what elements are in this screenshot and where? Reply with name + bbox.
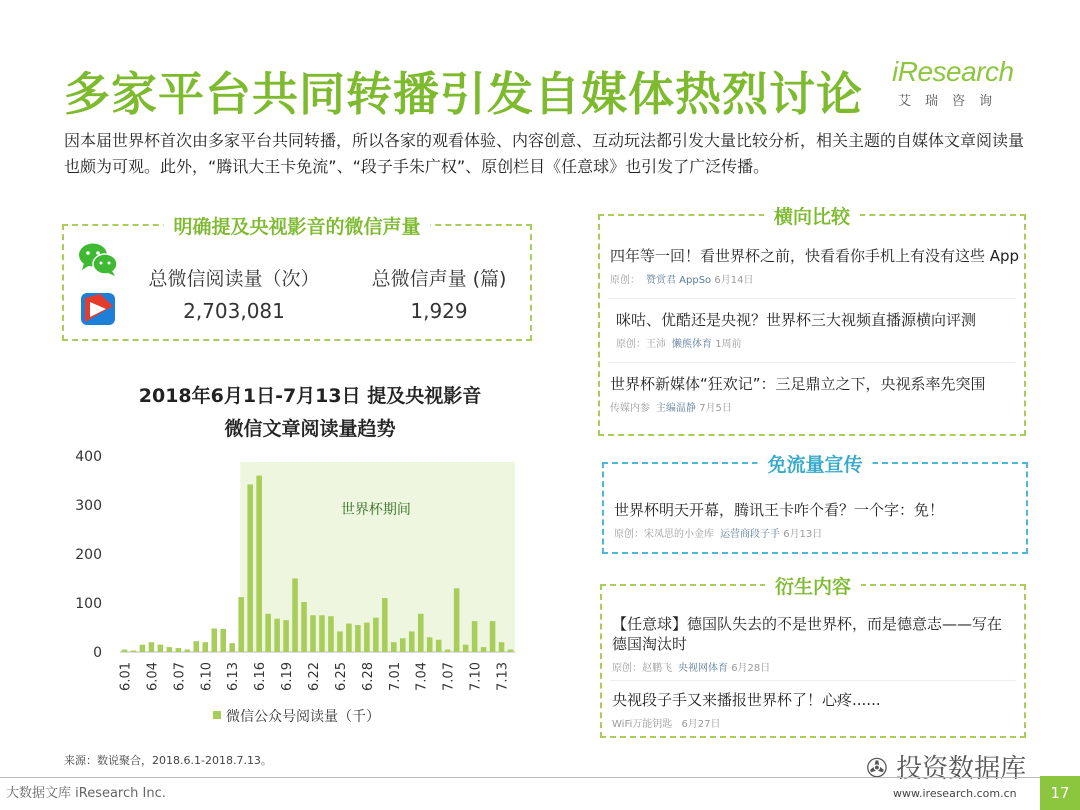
divider (608, 298, 1016, 299)
bar (292, 579, 298, 653)
chart-title (100, 380, 520, 446)
bar (472, 621, 478, 652)
bar (238, 597, 244, 652)
post-meta: 传媒内参 主编温静 7月5日 (610, 403, 732, 414)
total-posts-value: 1,929 (410, 299, 468, 323)
bar (508, 650, 514, 652)
bar (463, 645, 469, 652)
derived-post-1[interactable] (612, 614, 1014, 674)
wechat-watermark-icon: ✇ (866, 754, 888, 784)
freeflow-box (602, 454, 1028, 554)
total-reads-stat (144, 264, 324, 323)
bar (499, 642, 505, 652)
bar (265, 614, 271, 652)
x-tick-label: 6.04 (145, 662, 161, 691)
chart-title-line1: 2018年6月1日-7月13日 提及央视影音 (138, 385, 482, 407)
bar (436, 640, 442, 652)
legend-label: 微信公众号阅读量（千） (226, 709, 380, 725)
x-tick-label: 7.13 (495, 662, 511, 691)
post-title: 四年等一回！看世界杯之前，快看看你手机上有没有这些 App (610, 247, 1020, 265)
post-meta: 原创：赵鹏飞 央视网体育 6月28日 (612, 663, 771, 674)
post-meta: 原创：王沛 懒熊体育 1周前 (616, 339, 742, 350)
bar (229, 643, 235, 652)
cctv-video-app-icon (80, 292, 116, 326)
bar (409, 631, 415, 652)
x-tick-label: 6.10 (199, 662, 215, 691)
x-tick-label: 7.01 (387, 662, 403, 691)
total-reads-label: 总微信阅读量（次） (148, 268, 320, 290)
page-title: 多家平台共同转播引发自媒体热烈讨论 (64, 67, 863, 121)
post-title: 世界杯明天开幕，腾讯王卡咋个看？一个字：免！ (614, 501, 945, 519)
bar (194, 641, 200, 652)
post-title: 【任意球】德国队失去的不是世界杯，而是德意志——写在德国淘汰时 (612, 615, 1003, 653)
bar (427, 637, 433, 652)
freeflow-label: 免流量宣传 (757, 450, 872, 477)
footer-url[interactable]: www.iresearch.com.cn (893, 787, 1017, 800)
bar (167, 647, 173, 652)
x-tick-label: 6.13 (226, 662, 242, 691)
comparison-post-2[interactable] (616, 310, 1014, 350)
bar (346, 624, 352, 652)
footer-left: 大数据文库 iResearch Inc. (6, 786, 166, 801)
bar (140, 645, 146, 652)
watermark-text: 投资数据库 (896, 754, 1027, 784)
bar (418, 614, 424, 652)
chart-title-line2: 微信文章阅读量趋势 (224, 418, 396, 440)
x-tick-label: 6.07 (172, 662, 188, 691)
bar (364, 623, 370, 652)
derived-label: 衍生内容 (765, 572, 861, 599)
worldcup-period-label: 世界杯期间 (340, 502, 411, 518)
x-tick-label: 6.25 (333, 662, 349, 691)
x-tick-label: 6.22 (307, 662, 323, 691)
x-tick-label: 7.04 (414, 662, 430, 691)
y-tick-label: 200 (75, 547, 102, 563)
bar (445, 650, 451, 652)
bar (328, 616, 334, 652)
bar (400, 638, 406, 652)
x-tick-label: 7.07 (441, 662, 457, 691)
bar (158, 645, 164, 652)
total-reads-value: 2,703,081 (183, 299, 285, 323)
bar (283, 620, 289, 652)
bar (176, 648, 182, 652)
x-tick-label: 6.16 (253, 662, 269, 691)
wechat-volume-label: 明确提及央视影音的微信声量 (163, 212, 430, 239)
wechat-icon (78, 242, 118, 276)
reads-trend-chart (60, 440, 530, 740)
bar (382, 598, 388, 652)
x-tick-label: 6.28 (360, 662, 376, 691)
y-tick-label: 0 (93, 645, 102, 661)
bar (490, 621, 496, 652)
comparison-label: 横向比较 (764, 202, 860, 229)
y-tick-label: 300 (75, 498, 102, 514)
bar (203, 642, 209, 652)
bar (373, 618, 379, 652)
divider (608, 362, 1016, 363)
post-meta: WiFi万能钥匙 6月27日 (612, 719, 721, 730)
bar (454, 588, 460, 652)
wechat-volume-box (62, 216, 532, 341)
total-posts-stat (354, 264, 524, 323)
bar (310, 615, 316, 652)
post-title: 世界杯新媒体“狂欢记”：三足鼎立之下，央视系率先突围 (610, 375, 986, 393)
derived-box (600, 576, 1026, 738)
y-tick-label: 100 (75, 596, 102, 612)
legend-swatch (213, 711, 221, 719)
derived-post-2[interactable] (612, 690, 1014, 730)
comparison-post-1[interactable] (610, 246, 1020, 286)
total-posts-label: 总微信声量 (篇) (371, 268, 507, 290)
x-tick-label: 7.10 (468, 662, 484, 691)
bar (337, 631, 343, 652)
bar (122, 650, 128, 652)
post-title: 咪咕、优酷还是央视？世界杯三大视频直播源横向评测 (616, 311, 977, 329)
x-tick-label: 6.19 (280, 662, 296, 691)
comparison-post-3[interactable] (610, 374, 1014, 414)
logo-word: iResearch (892, 56, 1014, 87)
bar (391, 642, 397, 652)
post-meta: 原创：宋凤思的小金库 运营商段子手 6月13日 (614, 529, 823, 540)
freeflow-post-1[interactable] (614, 500, 1016, 540)
bar (301, 602, 307, 652)
bar (481, 647, 487, 652)
logo-cn: 艾瑞咨询 (898, 94, 1007, 109)
bar (355, 625, 361, 652)
source-note: 来源：数说聚合，2018.6.1-2018.7.13。 (64, 754, 272, 767)
bar (220, 629, 226, 652)
divider (610, 680, 1016, 681)
watermark (866, 748, 1026, 785)
bar (211, 628, 217, 652)
x-tick-label: 6.01 (118, 662, 134, 691)
post-title: 央视段子手又来播报世界杯了！心疼...... (612, 691, 881, 709)
post-meta: 原创： 赞赏君 AppSo 6月14日 (610, 275, 754, 286)
bar (185, 650, 191, 652)
bar (149, 642, 155, 652)
bar (319, 615, 325, 652)
bar (256, 476, 262, 652)
y-tick-label: 400 (75, 449, 102, 465)
bar (274, 619, 280, 652)
intro-text: 因本届世界杯首次由多家平台共同转播，所以各家的观看体验、内容创意、互动玩法都引发大量比较分析，相关主题的自媒体文章阅读量也颇为可观。此外，“腾讯大王卡免流”、“段子手朱广权”、原创栏目《任意球》也引发了广泛传播。 (64, 131, 1025, 176)
footer-divider (0, 777, 1080, 778)
bar (131, 651, 137, 652)
iresearch-logo (892, 56, 1024, 122)
comparison-box (598, 206, 1026, 436)
bar (247, 484, 253, 652)
page-number: 17 (1040, 776, 1080, 810)
